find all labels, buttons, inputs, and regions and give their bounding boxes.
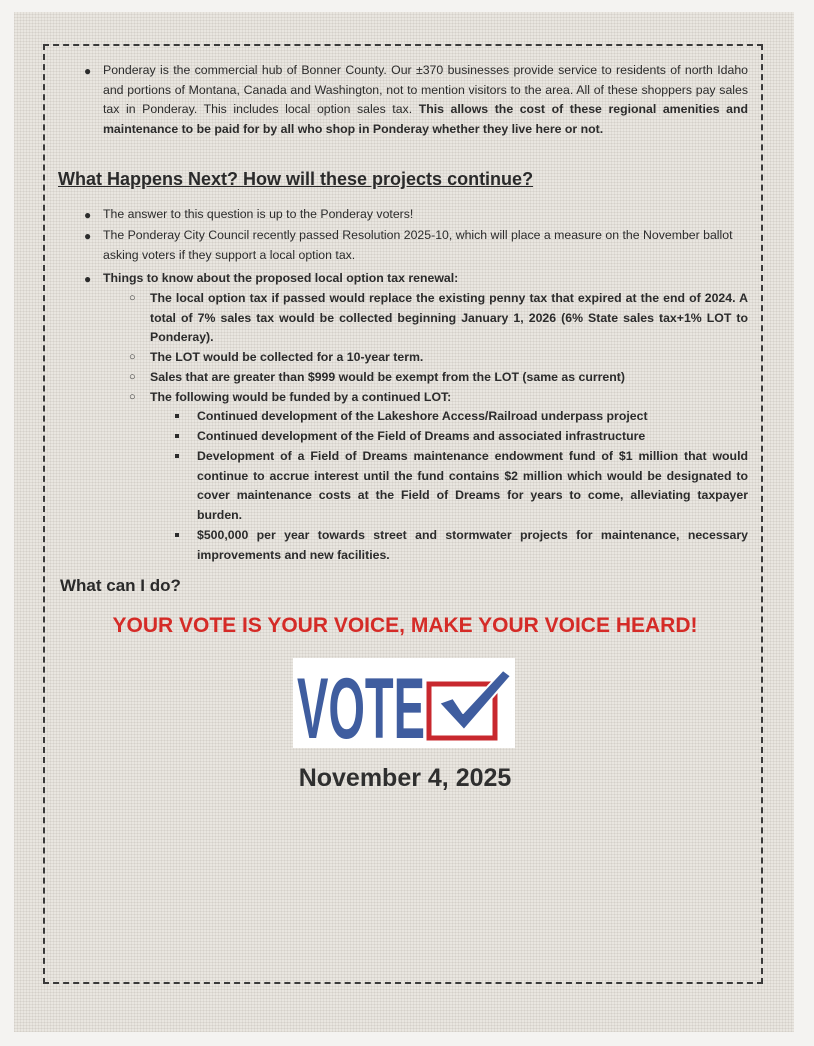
bullet-disc: ● (84, 272, 92, 286)
sub-list-item: The following would be funded by a continued LOT: (150, 390, 452, 404)
slogan: YOUR VOTE IS YOUR VOICE, MAKE YOUR VOICE HEARD! (112, 614, 698, 637)
sub-bullet-circle: ○ (129, 391, 136, 403)
sub-bullet-circle: ○ (129, 371, 136, 383)
what-can-i-do-heading: What can I do? (60, 576, 181, 595)
funded-item: Development of a Field of Dreams maintenance endowment fund of $1 million that would continue to accrue interest until the fund contains $2 million which would be designated to cover maintenance costs at the Field of Dreams for years to come, alleviating taxpayer burden. (197, 449, 748, 522)
sub-list-item: Sales that are greater than $999 would be exempt from the LOT (same as current) (150, 370, 625, 384)
vote-logo-text: VOTE (297, 661, 425, 748)
square-bullet (175, 434, 179, 438)
bullet-disc: ● (84, 229, 92, 243)
list-item: The answer to this question is up to the Ponderay voters! (103, 207, 414, 221)
sub-bullet-circle: ○ (129, 351, 136, 363)
square-bullet (175, 414, 179, 418)
election-date: November 4, 2025 (298, 764, 512, 792)
list-item: The Ponderay City Council recently passed Resolution 2025-10, which will place a measure on the November ballot asking voters if they support a local option tax. (103, 228, 733, 262)
bullet-disc: ● (84, 208, 92, 222)
square-bullet (175, 454, 179, 458)
vote-logo (293, 658, 515, 748)
intro-bold-text: This allows the cost of these regional amenities and maintenance to be paid for by all who shop in Ponderay whether they live here or not. (103, 102, 749, 136)
sub-list-item: The LOT would be collected for a 10-year term. (150, 350, 424, 364)
section-heading: What Happens Next? How will these projects continue? (58, 169, 534, 189)
sub-list-item: The local option tax if passed would replace the existing penny tax that expired at the end of 2024. A total of 7% sales tax would be collected beginning January 1, 2026 (6% State sales tax+1% LOT to Ponderay). (150, 291, 748, 344)
sub-bullet-circle: ○ (129, 292, 136, 304)
intro-text: Ponderay is the commercial hub of Bonner County. Our ±370 businesses provide service to residents of north Idaho and portions of Montana, Canada and Washington, not to mention visitors to the area. All of these shoppers pay sales tax in Ponderay. This includes local option sales tax. (103, 63, 748, 116)
bullet-disc: ● (84, 64, 92, 78)
square-bullet (175, 533, 179, 537)
funded-item: Continued development of the Lakeshore Access/Railroad underpass project (197, 409, 648, 423)
list-item: Things to know about the proposed local option tax renewal: (103, 271, 459, 285)
funded-item: $500,000 per year towards street and stormwater projects for maintenance, necessary improvements and new facilities. (197, 528, 748, 562)
intro-paragraph (103, 61, 748, 139)
vote-checkbox-icon (293, 658, 515, 748)
funded-item: Continued development of the Field of Dreams and associated infrastructure (197, 429, 646, 443)
